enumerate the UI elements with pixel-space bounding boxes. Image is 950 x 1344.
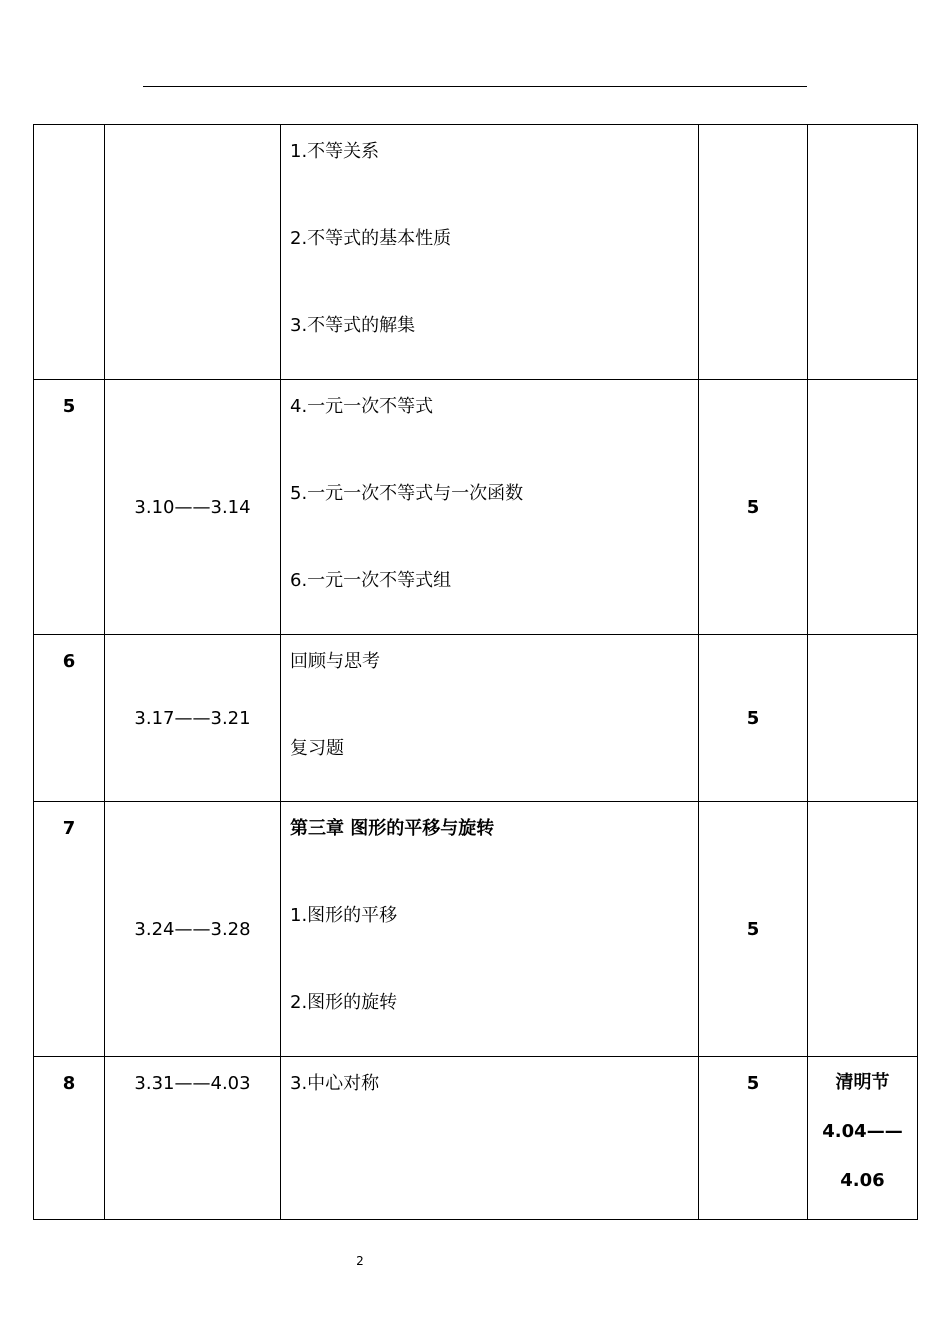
note-cell <box>808 635 918 802</box>
content-item: 1.图形的平移 <box>290 905 398 926</box>
content-cell <box>281 802 699 1057</box>
hours-cell: 5 <box>699 380 808 635</box>
content-item: 3.不等式的解集 <box>290 315 416 336</box>
content-cell <box>281 1057 699 1220</box>
note-line: 4.06 <box>840 1170 885 1191</box>
note-cell <box>808 125 918 380</box>
hours-cell: 5 <box>699 635 808 802</box>
page-number: 2 <box>356 1254 364 1268</box>
content-item: 5.一元一次不等式与一次函数 <box>290 483 524 504</box>
content-item: 回顾与思考 <box>290 651 380 672</box>
content-item: 2.图形的旋转 <box>290 992 398 1013</box>
hours-cell: 5 <box>699 1057 808 1220</box>
hours-cell: 5 <box>699 802 808 1057</box>
week-cell: 6 <box>34 635 105 802</box>
note-cell <box>808 802 918 1057</box>
date-cell: 3.31——4.03 <box>105 1057 281 1220</box>
date-cell <box>105 125 281 380</box>
date-cell: 3.24——3.28 <box>105 802 281 1057</box>
week-cell: 8 <box>34 1057 105 1220</box>
note-line: 清明节 <box>835 1072 890 1093</box>
table-row <box>34 635 918 802</box>
table-row <box>34 125 918 380</box>
hours-cell <box>699 125 808 380</box>
date-cell: 3.10——3.14 <box>105 380 281 635</box>
content-cell <box>281 380 699 635</box>
content-cell <box>281 635 699 802</box>
content-item: 复习题 <box>290 738 344 759</box>
table-row <box>34 380 918 635</box>
content-item: 1.不等关系 <box>290 141 380 162</box>
table-row <box>34 802 918 1057</box>
table-row <box>34 1057 918 1220</box>
note-cell <box>808 1057 918 1220</box>
chapter-title: 第三章 图形的平移与旋转 <box>290 818 495 839</box>
schedule-table <box>33 124 918 1220</box>
week-cell <box>34 125 105 380</box>
content-cell <box>281 125 699 380</box>
content-item: 3.中心对称 <box>290 1073 380 1094</box>
week-cell: 7 <box>34 802 105 1057</box>
week-cell: 5 <box>34 380 105 635</box>
content-item: 4.一元一次不等式 <box>290 396 434 417</box>
content-item: 6.一元一次不等式组 <box>290 570 452 591</box>
header-rule <box>143 86 807 87</box>
date-cell: 3.17——3.21 <box>105 635 281 802</box>
note-line: 4.04—— <box>822 1121 903 1142</box>
note-cell <box>808 380 918 635</box>
content-item: 2.不等式的基本性质 <box>290 228 452 249</box>
